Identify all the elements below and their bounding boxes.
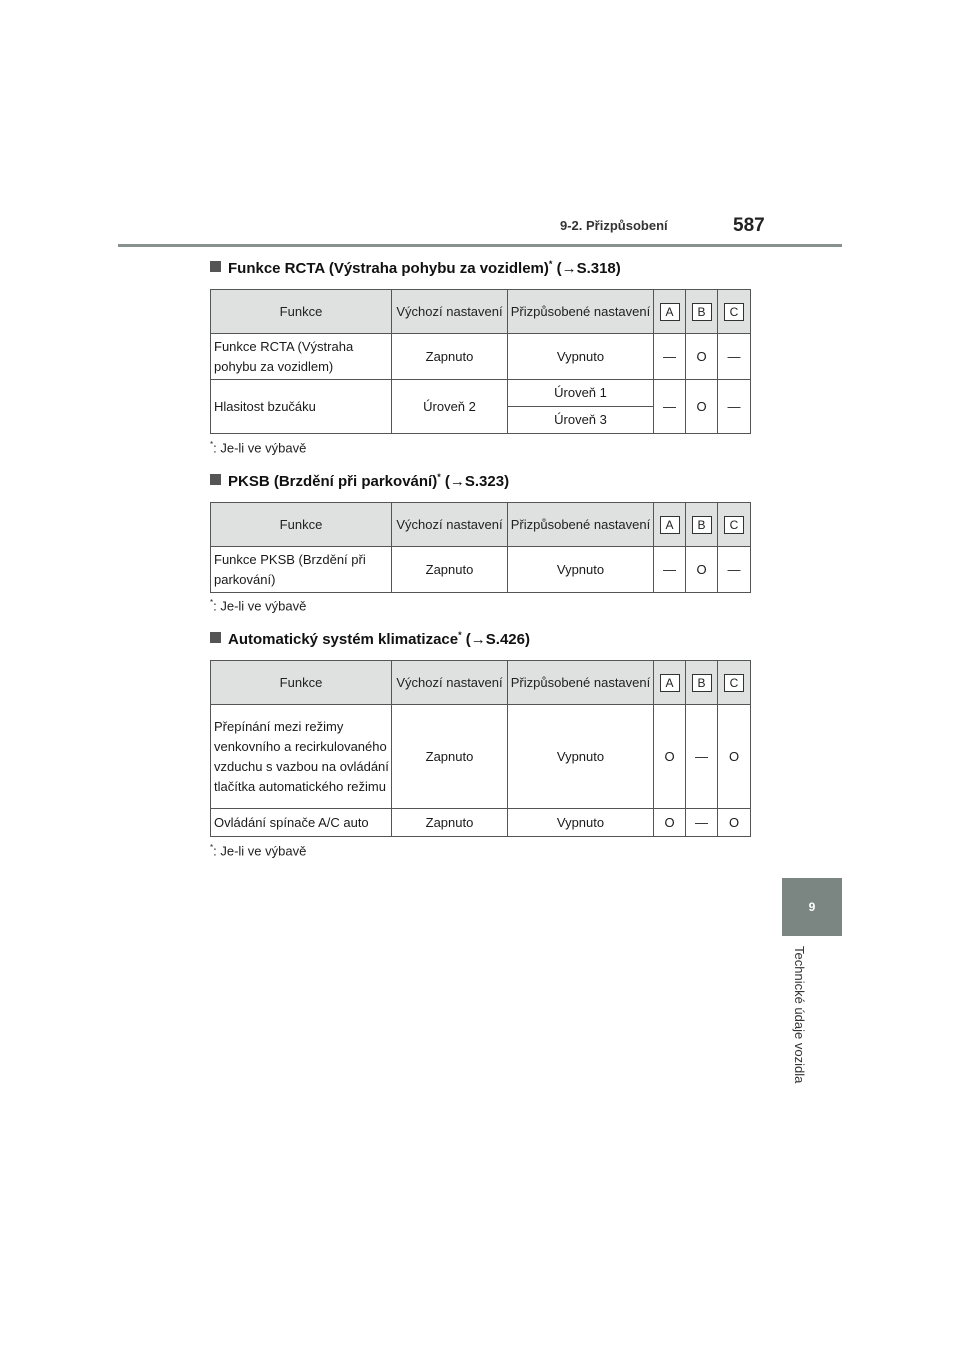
c-cell: — — [718, 380, 751, 434]
a-cell: O — [654, 809, 686, 837]
letter-a-box: A — [660, 303, 680, 321]
b-cell: — — [686, 809, 718, 837]
function-cell: Funkce RCTA (Výstraha pohybu za vozidlem) — [211, 334, 392, 380]
section-heading-rcta: Funkce RCTA (Výstraha pohybu za vozidlem)* (→S.318) — [210, 259, 621, 277]
table-row — [211, 380, 751, 407]
letter-a-box: A — [660, 674, 680, 692]
b-cell: O — [686, 547, 718, 593]
custom-cell: Úroveň 1 — [508, 380, 654, 407]
settings-table-pksb — [210, 502, 751, 593]
settings-table-rcta — [210, 289, 751, 434]
c-cell: — — [718, 334, 751, 380]
col-header-c — [718, 290, 751, 334]
col-header-custom: Přizpůsobené nastavení — [508, 503, 654, 547]
custom-cell: Vypnuto — [508, 547, 654, 593]
letter-b-box: B — [692, 516, 712, 534]
default-cell: Zapnuto — [392, 334, 508, 380]
b-cell: O — [686, 380, 718, 434]
col-header-default: Výchozí nastavení — [392, 661, 508, 705]
a-cell: — — [654, 380, 686, 434]
col-header-function: Funkce — [211, 503, 392, 547]
custom-cell: Vypnuto — [508, 809, 654, 837]
col-header-a — [654, 290, 686, 334]
section-heading-pksb: PKSB (Brzdění při parkování)* (→S.323) — [210, 472, 509, 490]
function-cell: Hlasitost bzučáku — [211, 380, 392, 434]
footnote: *: Je-li ve výbavě — [210, 843, 307, 859]
col-header-custom: Přizpůsobené nastavení — [508, 661, 654, 705]
col-header-c — [718, 503, 751, 547]
a-cell: — — [654, 334, 686, 380]
section-heading-climate: Automatický systém klimatizace* (→S.426) — [210, 630, 530, 648]
col-header-a — [654, 503, 686, 547]
col-header-b — [686, 661, 718, 705]
chapter-title: Technické údaje vozidla — [792, 946, 807, 1084]
col-header-b — [686, 503, 718, 547]
header-rule — [118, 244, 842, 247]
c-cell: O — [718, 705, 751, 809]
letter-c-box: C — [724, 516, 744, 534]
col-header-function: Funkce — [211, 661, 392, 705]
settings-table-climate — [210, 660, 751, 837]
square-bullet-icon — [210, 261, 221, 272]
b-cell: O — [686, 334, 718, 380]
function-cell: Ovládání spínače A/C auto — [211, 809, 392, 837]
c-cell: O — [718, 809, 751, 837]
footnote: *: Je-li ve výbavě — [210, 440, 307, 456]
a-cell: O — [654, 705, 686, 809]
table-row — [211, 547, 751, 593]
custom-cell: Úroveň 3 — [508, 407, 654, 434]
table-header-row — [211, 661, 751, 705]
letter-c-box: C — [724, 674, 744, 692]
letter-b-box: B — [692, 674, 712, 692]
table-row — [211, 705, 751, 809]
header-section-title: 9-2. Přizpůsobení — [560, 218, 668, 233]
letter-c-box: C — [724, 303, 744, 321]
a-cell: — — [654, 547, 686, 593]
default-cell: Zapnuto — [392, 809, 508, 837]
table-row — [211, 809, 751, 837]
custom-cell: Vypnuto — [508, 705, 654, 809]
col-header-default: Výchozí nastavení — [392, 290, 508, 334]
default-cell: Úroveň 2 — [392, 380, 508, 434]
col-header-custom: Přizpůsobené nastavení — [508, 290, 654, 334]
footnote: *: Je-li ve výbavě — [210, 598, 307, 614]
table-header-row — [211, 503, 751, 547]
c-cell: — — [718, 547, 751, 593]
col-header-function: Funkce — [211, 290, 392, 334]
col-header-c — [718, 661, 751, 705]
default-cell: Zapnuto — [392, 547, 508, 593]
table-header-row — [211, 290, 751, 334]
letter-b-box: B — [692, 303, 712, 321]
col-header-a — [654, 661, 686, 705]
function-cell: Přepínání mezi režimy venkovního a recirkulovaného vzduchu s vazbou na ovládání tlačítka automatického režimu — [211, 705, 392, 809]
custom-cell: Vypnuto — [508, 334, 654, 380]
default-cell: Zapnuto — [392, 705, 508, 809]
page-number: 587 — [733, 215, 765, 236]
square-bullet-icon — [210, 474, 221, 485]
function-cell: Funkce PKSB (Brzdění při parkování) — [211, 547, 392, 593]
chapter-tab — [782, 878, 842, 936]
letter-a-box: A — [660, 516, 680, 534]
table-row — [211, 334, 751, 380]
col-header-default: Výchozí nastavení — [392, 503, 508, 547]
page-reference: (→S.426) — [461, 631, 530, 648]
square-bullet-icon — [210, 632, 221, 643]
b-cell: — — [686, 705, 718, 809]
col-header-b — [686, 290, 718, 334]
page-reference: (→S.318) — [552, 260, 621, 277]
page-reference: (→S.323) — [440, 473, 510, 490]
chapter-number: 9 — [808, 900, 816, 914]
